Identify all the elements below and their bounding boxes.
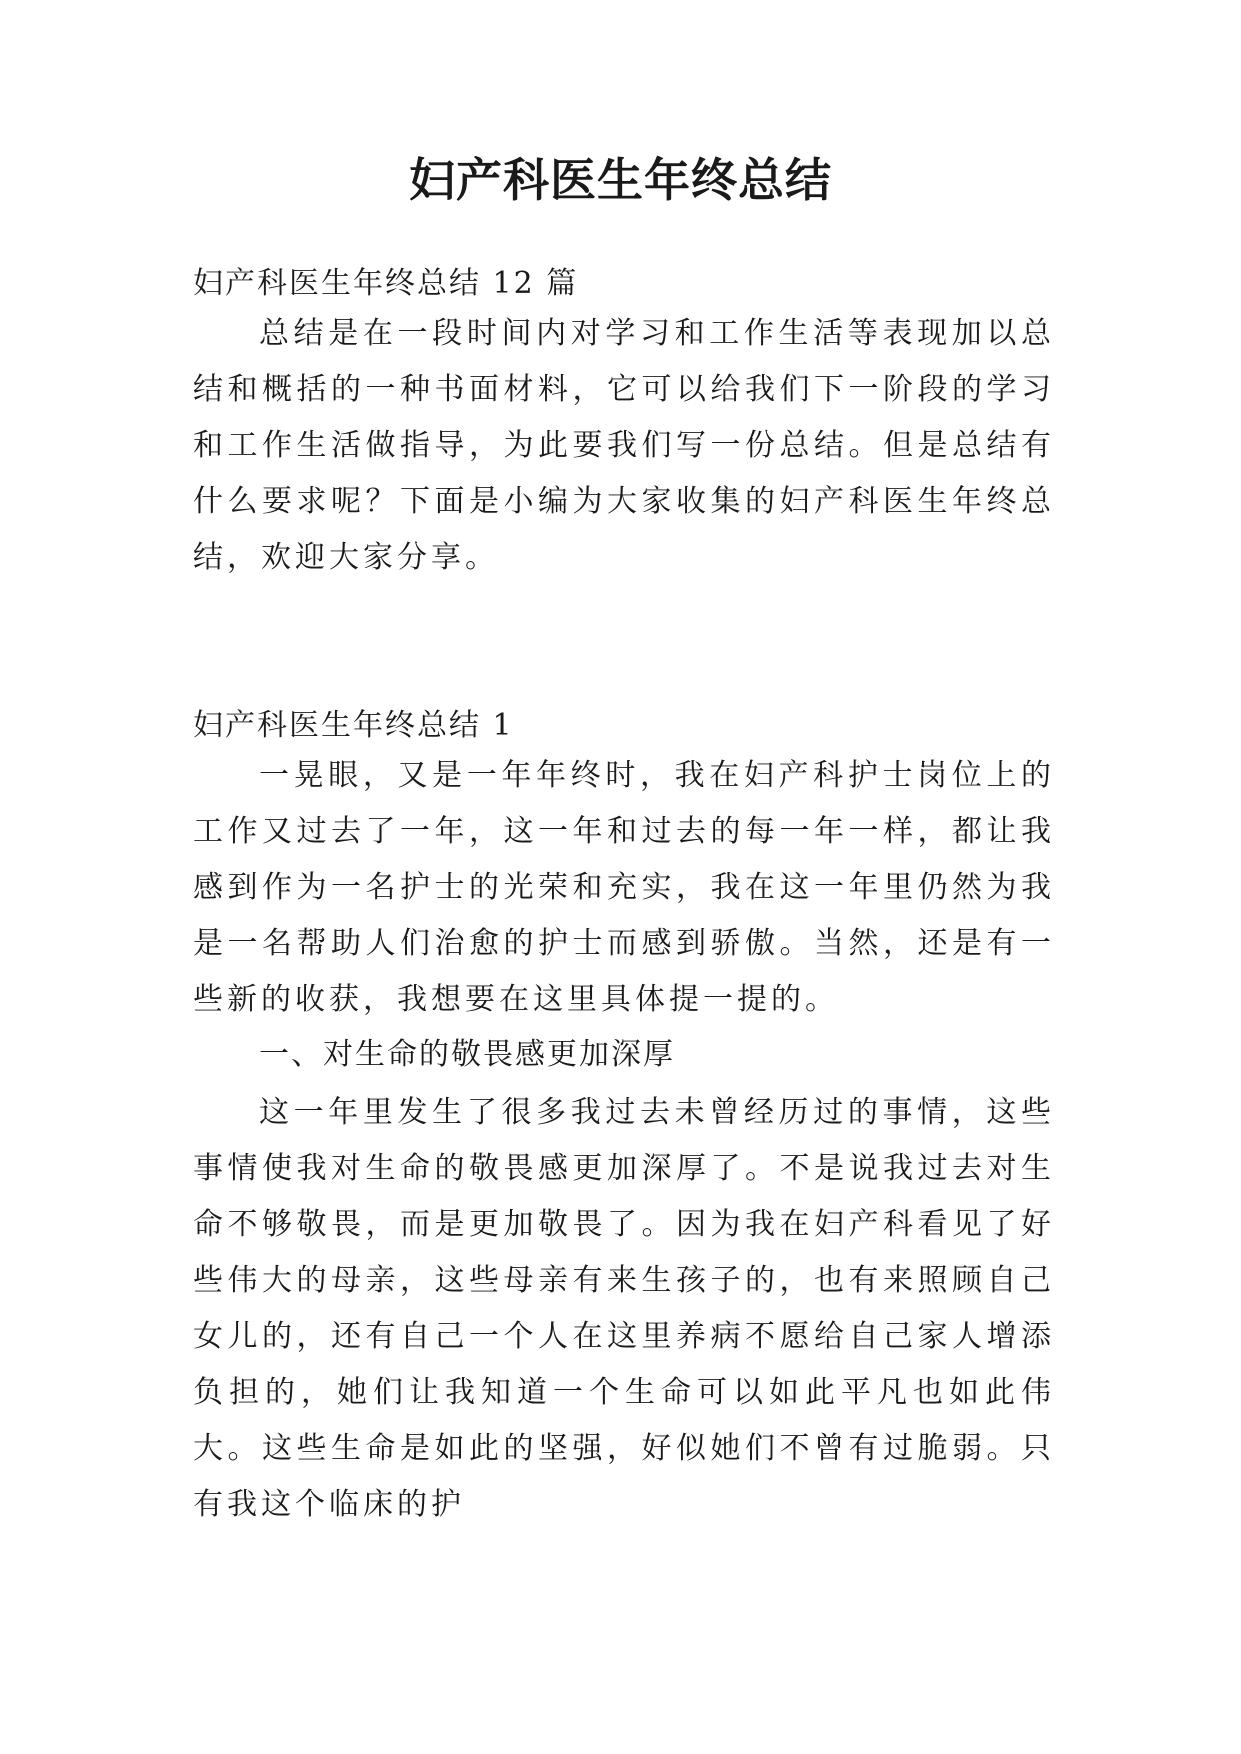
section1-paragraph-1: 一晃眼，又是一年年终时，我在妇产科护士岗位上的工作又过去了一年，这一年和过去的每一年一样，都让我感到作为一名护士的光荣和充实，我在这一年里仍然为我是一名帮助人们治愈的护士而感到骄傲。当然，还是有一些新的收获，我想要在这里具体提一提的。 bbox=[193, 758, 1055, 1017]
intro-heading: 妇产科医生年终总结 12 篇 bbox=[193, 266, 579, 301]
section1-subheading: 一、对生命的敬畏感更加深厚 bbox=[259, 1037, 675, 1072]
section1-paragraph-2: 这一年里发生了很多我过去未曾经历过的事情，这些事情使我对生命的敬畏感更加深厚了。不是说我过去对生命不够敬畏，而是更加敬畏了。因为我在妇产科看见了好些伟大的母亲，这些母亲有来生孩子的，也有来照顾自己女儿的，还有自己一个人在这里养病不愿给自己家人增添负担的，她们让我知道一个生命可以如此平凡也如此伟大。这些生命是如此的坚强，好似她们不曾有过脆弱。只有我这个临床的护 bbox=[193, 1095, 1055, 1522]
section1-heading: 妇产科医生年终总结 1 bbox=[193, 708, 514, 743]
intro-paragraph: 总结是在一段时间内对学习和工作生活等表现加以总结和概括的一种书面材料，它可以给我们下一阶段的学习和工作生活做指导，为此要我们写一份总结。但是总结有什么要求呢？下面是小编为大家收集的妇产科医生年终总结，欢迎大家分享。 bbox=[193, 316, 1055, 575]
document-title: 妇产科医生年终总结 bbox=[409, 153, 832, 207]
